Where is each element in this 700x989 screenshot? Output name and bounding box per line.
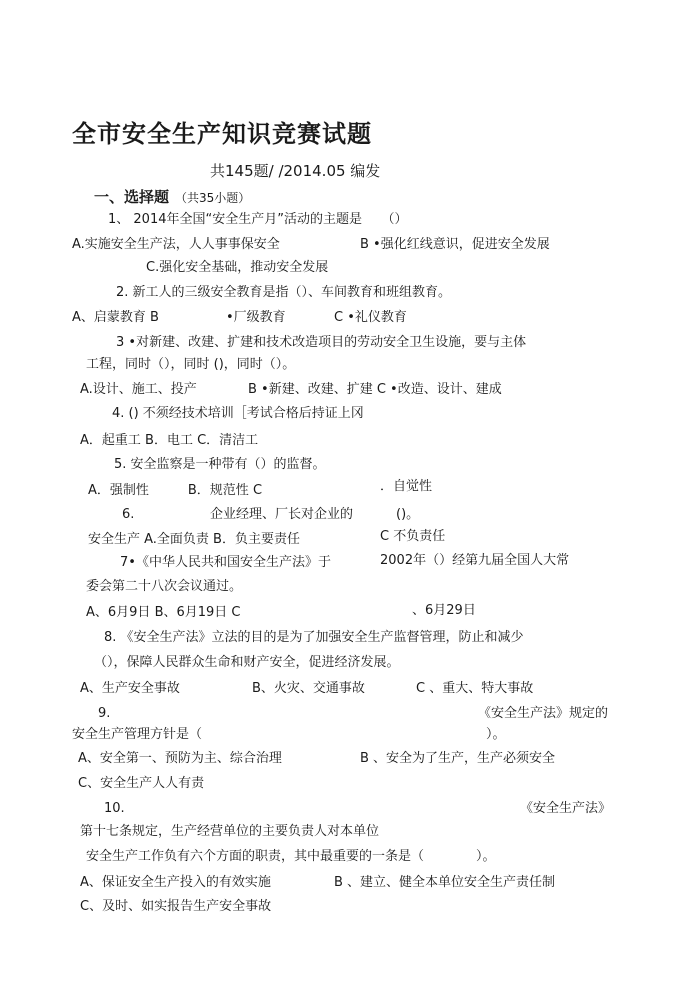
question-10-option-b: B 、建立、健全本单位安全生产责任制 — [334, 875, 556, 890]
question-7-stem: 7•《中华人民共和国安全生产法》于 — [120, 555, 331, 570]
question-1-option-a: A.实施安全生产法，人人事事保安全 — [72, 237, 280, 252]
question-7-stem-continued: 2002年（）经第九届全国人大常 — [380, 553, 570, 568]
question-2-option-a: A、启蒙教育 B — [72, 310, 159, 325]
question-2-option-b: •厂级教育 — [226, 310, 286, 325]
question-5-option-c: ．自觉性 — [380, 479, 433, 494]
question-7-option-ab: A、6月9日 B、6月19日 C — [86, 605, 241, 620]
question-1-option-c: C.强化安全基础，推动安全发展 — [146, 260, 329, 275]
question-9-option-b: B 、安全为了生产，生产必须安全 — [360, 751, 556, 766]
question-9-stem-line-2: 安全生产管理方针是（ — [72, 727, 203, 742]
question-8-stem-line-2: （），保障人民群众生命和财产安全，促进经济发展。 — [94, 655, 400, 670]
question-10-option-a: A、保证安全生产投入的有效实施 — [80, 875, 271, 890]
page-subtitle: 共145题/ /2014.05 编发 — [210, 162, 381, 180]
question-3-stem-line-1: 3 •对新建、改建、扩建和技术改造项目的劳动安全卫生设施，要与主体 — [116, 335, 527, 350]
section-heading — [94, 186, 250, 207]
question-9-stem-close: ）。 — [486, 727, 506, 742]
question-6-stem: 企业经理、厂长对企业的 — [210, 507, 354, 522]
question-8-option-b: B、火灾、交通事故 — [252, 681, 365, 696]
section-label: 一、选择题 — [94, 188, 170, 206]
question-7-stem-line-2: 委会第二十八次会议通过。 — [86, 579, 243, 594]
question-5-option-ab: A．强制性 B．规范性 C — [88, 483, 263, 498]
question-5-stem: 5. 安全监察是一种带有（）的监督。 — [114, 457, 326, 472]
question-8-option-a: A、生产安全事故 — [80, 681, 180, 696]
question-8-stem-line-1: 8. 《安全生产法》立法的目的是为了加强安全生产监督管理，防止和减少 — [104, 630, 524, 645]
question-2-stem: 2. 新工人的三级安全教育是指（）、车间教育和班组教育。 — [116, 285, 452, 300]
question-3-stem-line-2: 工程，同时（），同时 ()，同时（）。 — [86, 357, 296, 372]
question-10-stem-line-3: 安全生产工作负有六个方面的职责，其中最重要的一条是（ ）。 — [86, 849, 496, 864]
question-8-option-c: C 、重大、特大事故 — [416, 681, 534, 696]
question-2-option-c: C •礼仪教育 — [334, 310, 407, 325]
question-9-option-c: C、安全生产人人有责 — [78, 776, 205, 791]
question-6-option-c: C 不负责任 — [380, 529, 446, 544]
question-9-stem-right: 《安全生产法》规定的 — [478, 706, 609, 721]
question-1-stem: 1、 2014年全国“安全生产月”活动的主题是 （） — [108, 212, 408, 227]
question-6-option-ab: 安全生产 A.全面负责 B．负主要责任 — [88, 532, 300, 547]
question-9-option-a: A、安全第一、预防为主、综合治理 — [78, 751, 282, 766]
question-6-blank: ()。 — [396, 507, 420, 522]
section-note: （共35小题） — [175, 191, 251, 205]
question-10-number: 10. — [104, 801, 125, 816]
page-title: 全市安全生产知识竞赛试题 — [72, 120, 372, 148]
question-3-option-a: A.设计、施工、投产 — [80, 382, 197, 397]
question-10-stem-line-2: 第十七条规定，生产经营单位的主要负责人对本单位 — [80, 824, 380, 839]
question-4-stem: 4. () 不须经技术培训［考试合格后持证上冈 — [112, 406, 364, 421]
question-4-options: A．起重工 B．电工 C．清洁工 — [80, 433, 259, 448]
question-3-option-bc: B •新建、改建、扩建 C •改造、设计、建成 — [248, 382, 502, 397]
question-1-option-b: B •强化红线意识，促进安全发展 — [360, 237, 550, 252]
question-10-option-c: C、及时、如实报告生产安全事故 — [80, 899, 272, 914]
question-7-option-c: 、6月29日 — [412, 603, 476, 618]
question-10-stem-right: 《安全生产法》 — [520, 801, 612, 816]
question-6-number: 6. — [122, 507, 135, 522]
question-9-number: 9. — [98, 706, 111, 721]
